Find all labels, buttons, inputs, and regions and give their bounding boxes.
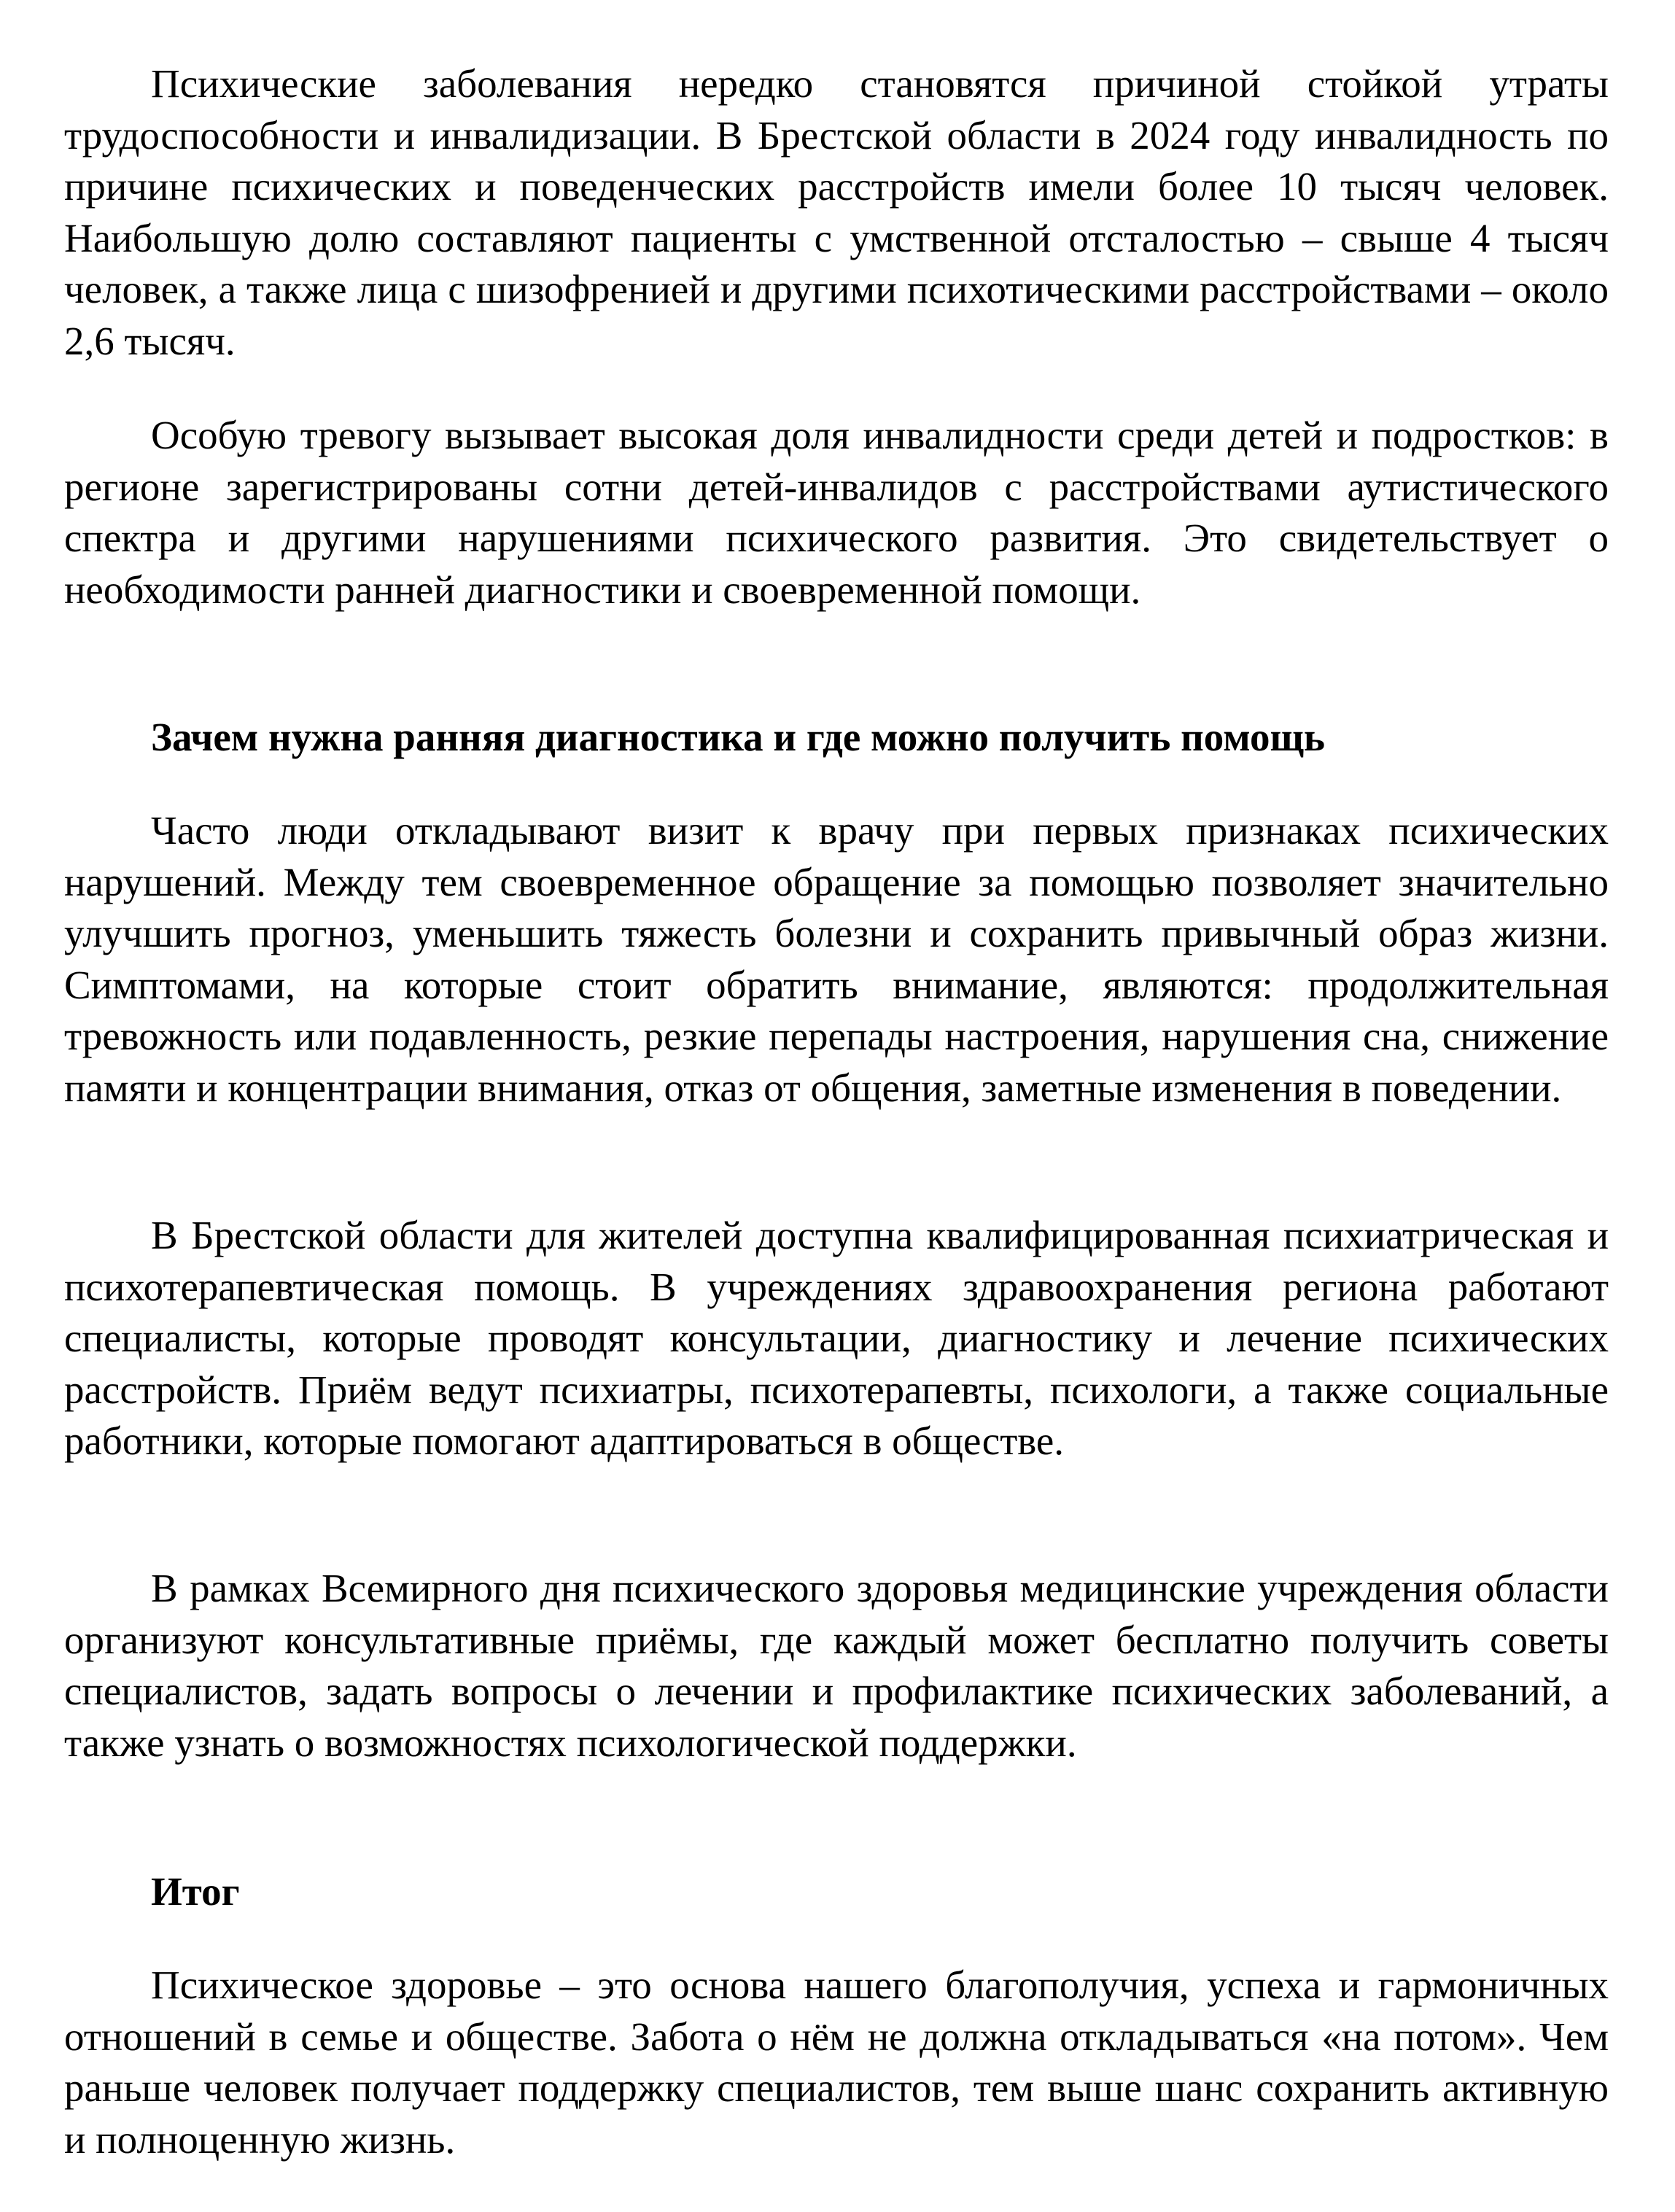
- paragraph-disability-statistics: Психические заболевания нередко становятся причиной стойкой утраты трудоспособности и инвалидизации. В Брестской области в 2024 году инвалидность по причине психических и поведенческих расстройств имели более 10 тысяч человек. Наибольшую долю составляют пациенты с умственной отсталостью – свыше 4 тысяч человек, а также лица с шизофренией и другими психотическими расстройствами – около 2,6 тысяч.: [64, 61, 1609, 363]
- paragraph-children-disability: Особую тревогу вызывает высокая доля инвалидности среди детей и подростков: в регионе зарегистрированы сотни детей-инвалидов с расстройствами аутистического спектра и другими нарушениями психического развития. Это свидетельствует о необходимости ранней диагностики и своевременной помощи.: [64, 413, 1609, 612]
- paragraph-mental-health-day: В рамках Всемирного дня психического здоровья медицинские учреждения области организуют консультативные приёмы, где каждый может бесплатно получить советы специалистов, задать вопросы о лечении и профилактике психических заболеваний, а также узнать о возможностях психологической поддержки.: [64, 1566, 1609, 1765]
- section-heading-early-diagnostics: Зачем нужна ранняя диагностика и где можно получить помощь: [151, 715, 1326, 759]
- paragraph-symptoms: Часто люди откладывают визит к врачу при первых признаках психических нарушений. Между тем своевременное обращение за помощью позволяет значительно улучшить прогноз, уменьшить тяжесть болезни и сохранить привычный образ жизни. Симптомами, на которые стоит обратить внимание, являются: продолжительная тревожность или подавленность, резкие перепады настроения, нарушения сна, снижение памяти и концентрации внимания, отказ от общения, заметные изменения в поведении.: [64, 808, 1609, 1110]
- paragraph-conclusion: Психическое здоровье – это основа нашего благополучия, успеха и гармоничных отношений в семье и обществе. Забота о нём не должна откладываться «на потом». Чем раньше человек получает поддержку специалистов, тем выше шанс сохранить активную и полноценную жизнь.: [64, 1963, 1609, 2162]
- section-heading-summary: Итог: [151, 1869, 240, 1914]
- paragraph-available-help: В Брестской области для жителей доступна квалифицированная психиатрическая и психотерапевтическая помощь. В учреждениях здравоохранения региона работают специалисты, которые проводят консультации, диагностику и лечение психических расстройств. Приём ведут психиатры, психотерапевты, психологи, а также социальные работники, которые помогают адаптироваться в обществе.: [64, 1213, 1609, 1463]
